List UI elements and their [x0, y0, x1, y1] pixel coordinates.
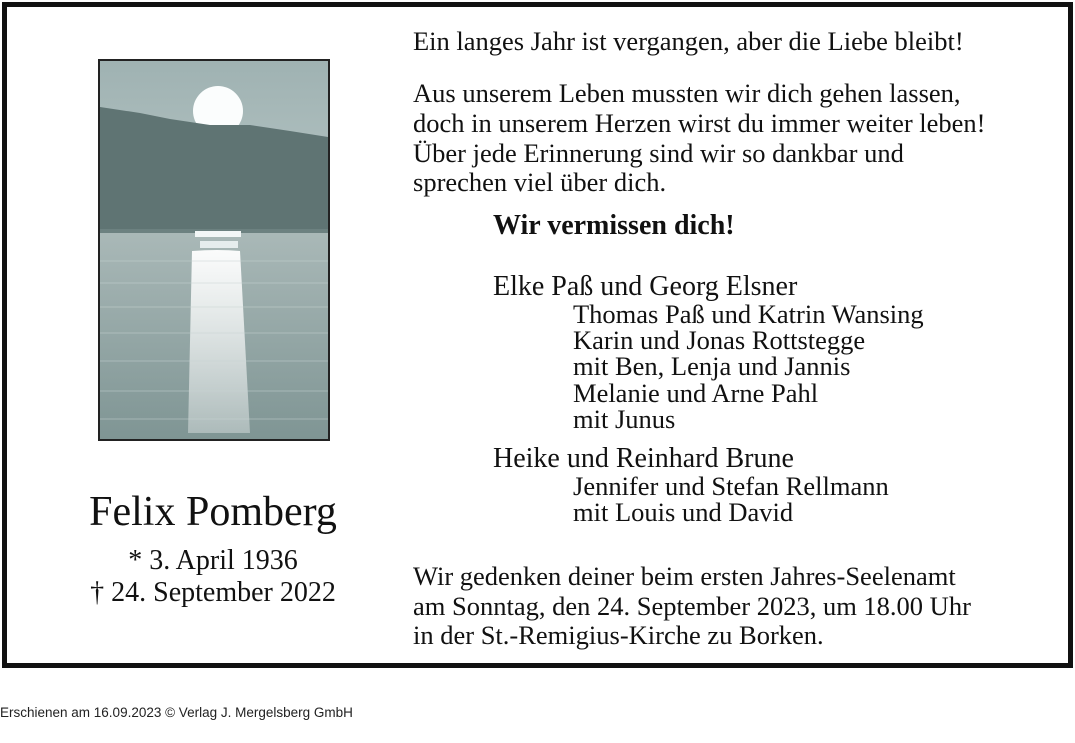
- death-date: † 24. September 2022: [90, 577, 336, 608]
- family-member: Jennifer und Stefan Rellmann: [573, 471, 889, 501]
- service-line-1: Wir gedenken deiner beim ersten Jahres-Seelenamt: [413, 561, 956, 591]
- family-member: mit Louis und David: [573, 497, 794, 527]
- miss-you-heading: Wir vermissen dich!: [493, 210, 735, 241]
- family-member: mit Ben, Lenja und Jannis: [573, 351, 851, 381]
- sunset-over-lake-image: [100, 61, 328, 439]
- poem-line-1: Aus unserem Leben mussten wir dich gehen lassen,: [413, 78, 961, 108]
- family-member: Melanie und Arne Pahl: [573, 378, 819, 408]
- family-member: mit Junus: [573, 404, 676, 434]
- family-member: Karin und Jonas Rottstegge: [573, 325, 866, 355]
- publication-footer: Erschienen am 16.09.2023 © Verlag J. Mergelsberg GmbH: [0, 705, 353, 720]
- poem-line-3: Über jede Erinnerung sind wir so dankbar und: [413, 138, 904, 168]
- life-dates: [0, 545, 426, 609]
- intro-line: Ein langes Jahr ist vergangen, aber die Liebe bleibt!: [413, 26, 964, 56]
- service-line-2: am Sonntag, den 24. September 2023, um 18.00 Uhr: [413, 591, 971, 621]
- deceased-name: Felix Pomberg: [89, 489, 337, 535]
- family-head-1: Elke Paß und Georg Elsner: [493, 271, 798, 302]
- service-line-3: in der St.-Remigius-Kirche zu Borken.: [413, 620, 824, 650]
- poem-line-4: sprechen viel über dich.: [413, 167, 667, 197]
- family-member: Thomas Paß und Katrin Wansing: [573, 299, 924, 329]
- sunset-photo: [98, 59, 330, 441]
- poem-line-2: doch in unserem Herzen wirst du immer weiter leben!: [413, 108, 986, 138]
- family-head-2: Heike und Reinhard Brune: [493, 443, 794, 474]
- birth-date: * 3. April 1936: [128, 545, 298, 576]
